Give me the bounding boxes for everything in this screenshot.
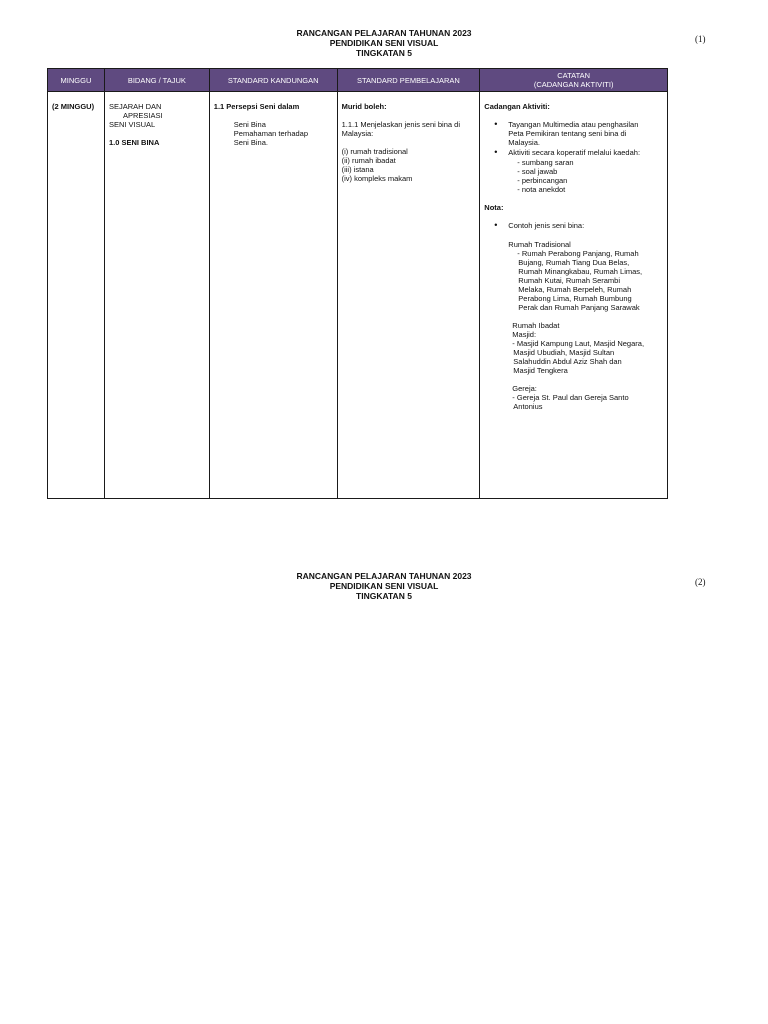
header-form: TINGKATAN 5: [356, 48, 412, 58]
table-row: [48, 92, 668, 499]
cell-pembelajaran: Murid boleh: 1.1.1 Menjelaskan jenis seni bina di Malaysia: (i) rumah tradisional (ii) rumah ibadat (iii) istana (iv) kompleks makam: [337, 92, 480, 499]
page-number-2: (2): [695, 577, 706, 587]
list-item: (i) rumah tradisional: [341, 147, 408, 156]
cell-minggu: (2 MINGGU): [48, 92, 105, 499]
cell-kandungan: 1.1 Persepsi Seni dalam Seni Bina Pemahaman terhadap Seni Bina.: [209, 92, 337, 499]
page-2-header: [0, 571, 768, 601]
page-number-1: (1): [695, 34, 706, 44]
cell-catatan: Cadangan Aktiviti: • Tayangan Multimedia atau penghasilan Peta Pemikiran tentang seni bina di Malaysia. • Aktiviti secara koperatif melalui kaedah: - sumbang saran - soal jawab - perbincangan - nota anekdot Nota: • Contoh jenis seni bina: Rumah Tradisional - Rumah Perabong Panjang, Rumah Bujang, Rumah Tiang Dua Belas, Rumah Minangkabau, Rumah Limas, Rumah Kutai, Rumah Serambi Melaka, Rumah Berpeleh, Rumah Perabong Lima, Rumah Bumbung Perak dan Rumah Panjang Sarawak Rumah Ibadat Masjid: - Masjid Kampung Laut, Masjid Negara, Masjid Ubudiah, Masjid Sultan Salahuddin Abdul Aziz Shah dan Masjid Tengkera Gereja: - Gereja St. Paul dan Gereja Santo Antonius: [480, 92, 668, 499]
nota-label: Nota:: [484, 203, 504, 212]
col-header-kandungan: STANDARD KANDUNGAN: [209, 69, 337, 92]
list-item: • Aktiviti secara koperatif melalui kaedah:: [508, 148, 663, 157]
cell-bidang: SEJARAH DAN APRESIASI SENI VISUAL 1.0 SENI BINA: [104, 92, 209, 499]
table-header-row: [48, 69, 668, 92]
list-item: (ii) rumah ibadat: [341, 156, 396, 165]
col-header-catatan: CATATAN (CADANGAN AKTIVITI): [480, 69, 668, 92]
list-item: • Contoh jenis seni bina:: [508, 221, 663, 230]
header-title: RANCANGAN PELAJARAN TAHUNAN 2023: [296, 571, 472, 581]
lesson-plan-table: [47, 68, 668, 499]
list-item: (iii) istana: [341, 165, 374, 174]
col-header-bidang: BIDANG / TAJUK: [104, 69, 209, 92]
topic-title: 1.0 SENI BINA: [108, 138, 160, 147]
col-header-pembelajaran: STANDARD PEMBELAJARAN: [337, 69, 480, 92]
list-item: (iv) kompleks makam: [341, 174, 413, 183]
list-item: • Tayangan Multimedia atau penghasilan Peta Pemikiran tentang seni bina di Malaysia.: [508, 120, 663, 147]
header-form: TINGKATAN 5: [356, 591, 412, 601]
col-header-minggu: MINGGU: [48, 69, 105, 92]
header-subject: PENDIDIKAN SENI VISUAL: [329, 581, 439, 591]
page-1-header: [0, 28, 768, 58]
header-subject: PENDIDIKAN SENI VISUAL: [329, 38, 439, 48]
header-title: RANCANGAN PELAJARAN TAHUNAN 2023: [296, 28, 472, 38]
